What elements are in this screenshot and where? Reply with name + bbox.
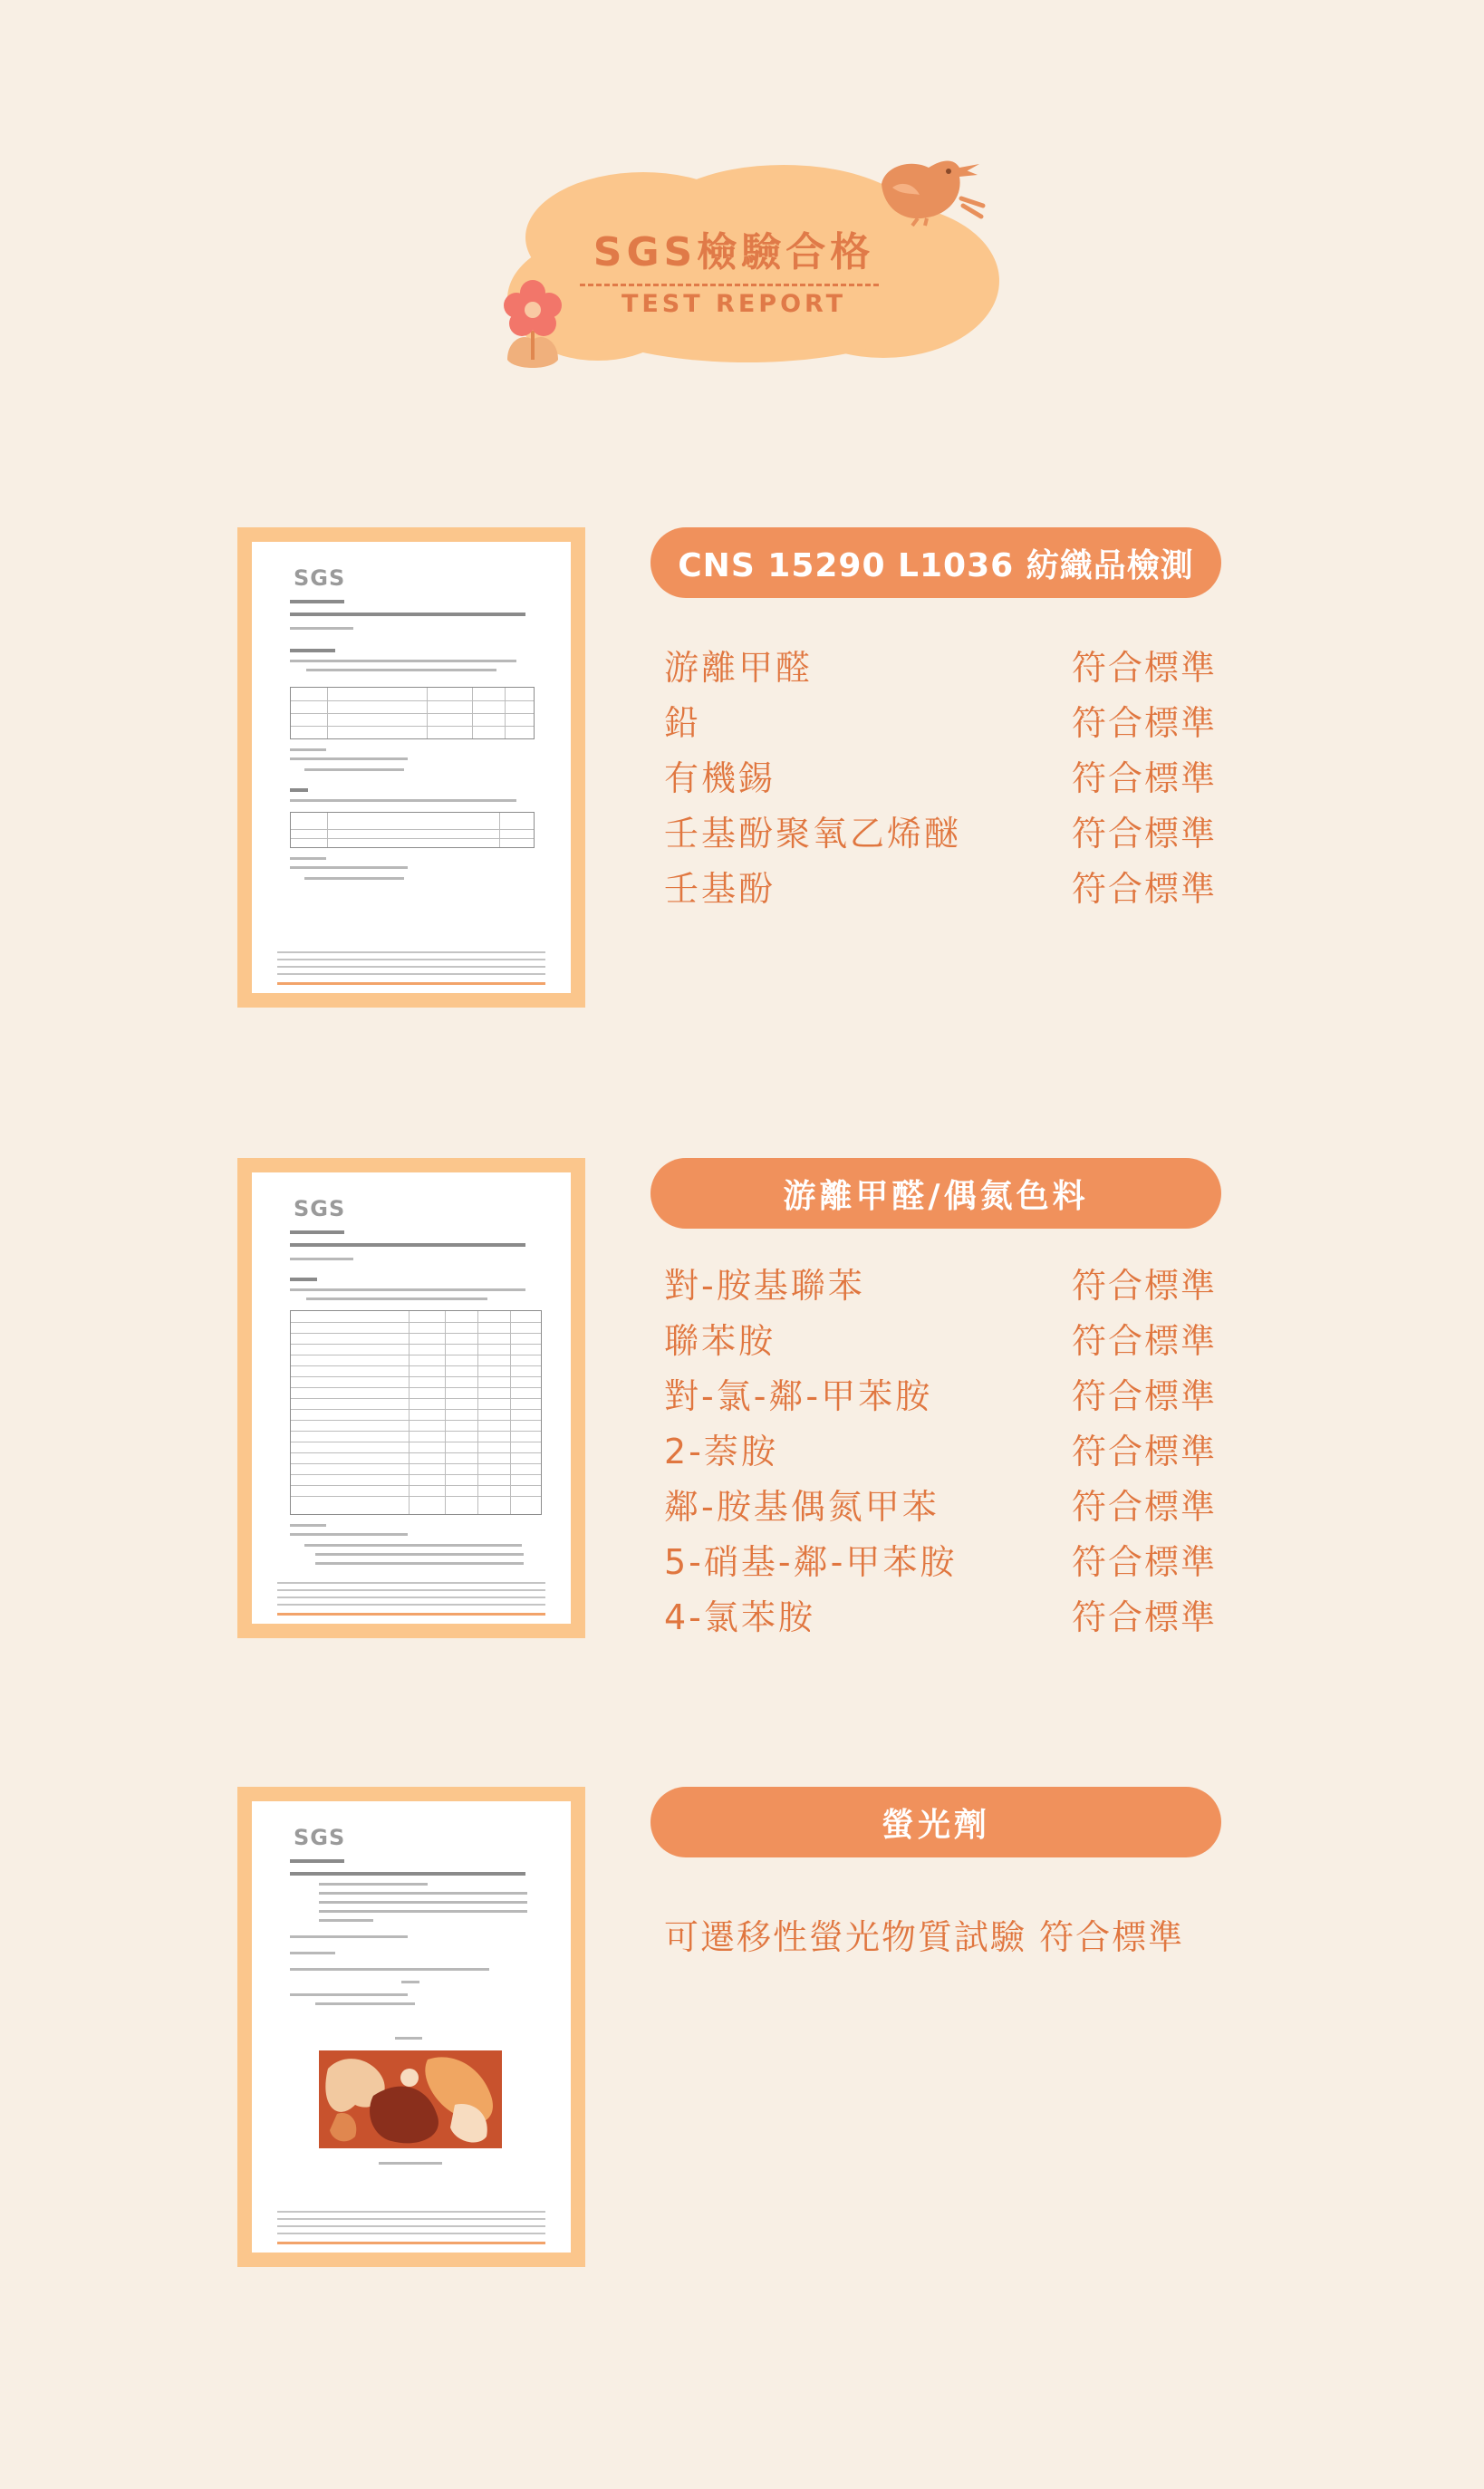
result-status: 符合標準 — [1071, 814, 1217, 854]
result-name: 游離甲醛 — [664, 648, 814, 688]
result-line-fluorescent: 可遷移性螢光物質試驗 符合標準 — [664, 1917, 1185, 1957]
result-name: 聯苯胺 — [664, 1321, 776, 1361]
result-row — [664, 637, 1217, 692]
result-row — [664, 1255, 1217, 1310]
sgs-logo: SGS — [294, 1196, 346, 1221]
header-divider — [580, 284, 879, 286]
result-name: 對-胺基聯苯 — [664, 1266, 865, 1306]
result-status: 符合標準 — [1071, 648, 1217, 688]
result-name: 鄰-胺基偶氮甲苯 — [664, 1487, 940, 1527]
result-list-cns — [664, 637, 1217, 913]
result-row — [664, 1531, 1217, 1587]
sgs-logo: SGS — [294, 565, 346, 591]
report-page — [252, 1172, 571, 1624]
result-name: 壬基酚聚氧乙烯醚 — [664, 814, 962, 854]
report-document-2 — [237, 1158, 585, 1638]
result-status: 符合標準 — [1071, 1376, 1217, 1416]
report-page — [252, 1801, 571, 2253]
result-status: 符合標準 — [1071, 1321, 1217, 1361]
result-name: 5-硝基-鄰-甲苯胺 — [664, 1542, 958, 1582]
result-name: 鉛 — [664, 703, 702, 743]
result-name: 對-氯-鄰-甲苯胺 — [664, 1376, 933, 1416]
result-status: 符合標準 — [1071, 1597, 1217, 1637]
report-document-3 — [237, 1787, 585, 2267]
header-subtitle: TEST REPORT — [621, 290, 847, 318]
result-status: 符合標準 — [1071, 758, 1217, 798]
sgs-logo: SGS — [294, 1825, 346, 1850]
result-name: 2-萘胺 — [664, 1432, 778, 1471]
fabric-sample-photo — [319, 2050, 502, 2148]
section-heading-cns: CNS 15290 L1036 紡織品檢測 — [650, 527, 1221, 598]
result-status: 符合標準 — [1071, 869, 1217, 909]
result-row — [664, 858, 1217, 913]
result-row — [664, 1365, 1217, 1421]
result-row — [664, 748, 1217, 803]
header-title: SGS檢驗合格 — [593, 229, 875, 275]
report-document-1 — [237, 527, 585, 1008]
report-page — [252, 542, 571, 993]
result-name: 壬基酚 — [664, 869, 776, 909]
result-row — [664, 1587, 1217, 1642]
result-row — [664, 1476, 1217, 1531]
result-status: 符合標準 — [1071, 1542, 1217, 1582]
result-row — [664, 803, 1217, 858]
result-status: 符合標準 — [1071, 1487, 1217, 1527]
result-row — [664, 1421, 1217, 1476]
result-name: 4-氯苯胺 — [664, 1597, 815, 1637]
result-status: 符合標準 — [1071, 1432, 1217, 1471]
result-status: 符合標準 — [1071, 703, 1217, 743]
result-row — [664, 1310, 1217, 1365]
result-name: 有機錫 — [664, 758, 776, 798]
section-heading-fluorescent: 螢光劑 — [650, 1787, 1221, 1857]
result-list-azo — [664, 1255, 1217, 1642]
result-row — [664, 692, 1217, 748]
bird-icon — [865, 150, 992, 227]
result-status: 符合標準 — [1071, 1266, 1217, 1306]
section-heading-azo: 游離甲醛/偶氮色料 — [650, 1158, 1221, 1229]
